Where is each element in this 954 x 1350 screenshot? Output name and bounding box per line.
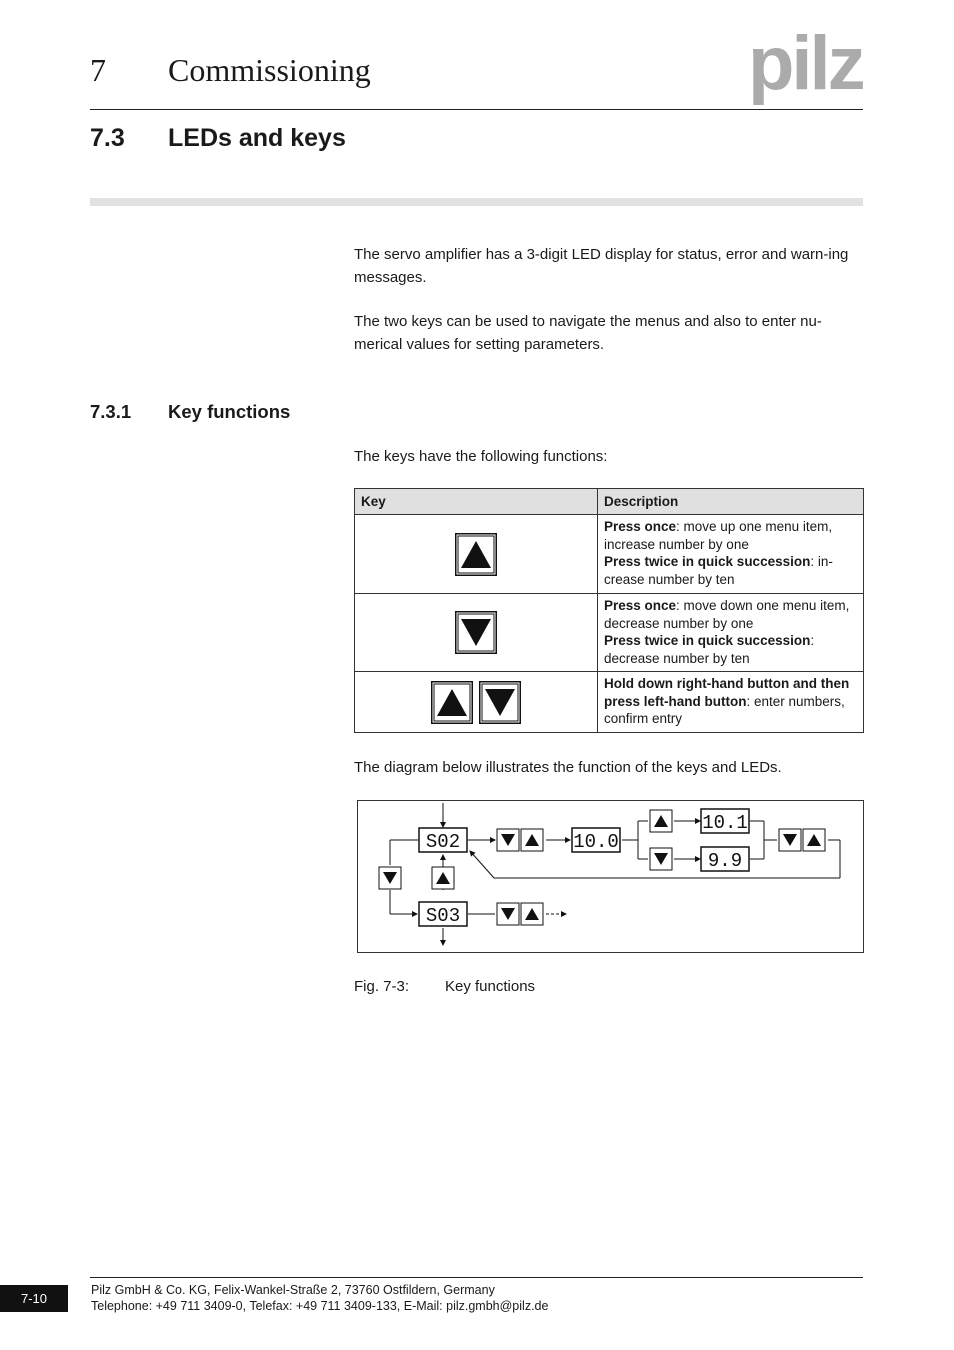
led-text: S03: [425, 905, 461, 927]
desc-text: : move down one menu item, decrease number by one: [604, 598, 850, 631]
chapter-title: Commissioning: [168, 52, 371, 88]
desc-bold: Hold down right-hand button and then press left-hand button: [604, 676, 850, 709]
desc-bold: Press once: [604, 598, 677, 613]
up-arrow-key-icon: [455, 533, 497, 576]
desc-text: : decrease number by ten: [604, 633, 815, 667]
header-rule: [90, 109, 863, 110]
led-display-10-0: [572, 828, 620, 853]
footer-address: Pilz GmbH & Co. KG, Felix-Wankel-Straße 2, 73760 Ostfildern, Germany: [91, 1283, 495, 1297]
desc-text: : move up one menu item, increase number by one: [604, 519, 833, 552]
desc-text: : in-crease number by ten: [604, 554, 833, 588]
figure-caption-text: Key functions: [445, 978, 536, 995]
diagram-intro: The diagram below illustrates the function of the keys and LEDs.: [354, 759, 782, 776]
paragraph-keys: The two keys can be used to navigate the menus and also to enter nu-merical values for setting parameters.: [354, 313, 822, 353]
up-arrow-key-icon: [432, 867, 454, 889]
table-header-key: Key: [355, 489, 598, 515]
flow-diagram: [358, 801, 863, 952]
table-header-row: [355, 489, 864, 515]
table-row: [355, 672, 864, 733]
down-arrow-key-icon: [479, 681, 521, 724]
led-display-s03: [419, 902, 467, 927]
up-arrow-key-icon: [431, 681, 473, 724]
up-and-down-keys-icon: [430, 694, 522, 709]
table-row: [355, 515, 864, 594]
led-display-s02: [419, 828, 467, 853]
key-pair-icon: [497, 903, 543, 925]
keys-intro: The keys have the following functions:: [354, 448, 608, 465]
key-pair-icon: [779, 829, 825, 851]
description-cell: [598, 594, 864, 672]
footer-rule: [90, 1277, 863, 1278]
down-arrow-key-icon: [379, 867, 401, 889]
page-number: 7-10: [0, 1285, 68, 1312]
subsection-title: Key functions: [168, 401, 291, 422]
desc-bold: Press twice in quick succession: [604, 554, 811, 570]
description-cell: [598, 515, 864, 594]
key-cell: [355, 594, 598, 672]
key-functions-diagram: [357, 800, 864, 953]
chapter-number: 7: [90, 52, 106, 88]
paragraph-display: The servo amplifier has a 3-digit LED display for status, error and warn-ing messages.: [354, 246, 849, 286]
down-arrow-key-icon: [650, 848, 672, 870]
key-functions-table: [354, 488, 864, 733]
section-divider: [90, 198, 863, 206]
down-arrow-key-icon: [455, 611, 497, 654]
subsection-number: 7.3.1: [90, 401, 132, 422]
table-header-description: Description: [598, 489, 864, 515]
section-title: LEDs and keys: [168, 124, 346, 152]
desc-text: : enter numbers, confirm entry: [604, 693, 845, 727]
up-arrow-key-icon: [650, 810, 672, 832]
key-cell: [355, 672, 598, 733]
key-pair-icon: [497, 829, 543, 851]
led-text: S02: [425, 831, 461, 853]
footer-contact: Telephone: +49 711 3409-0, Telefax: +49 711 3409-133, E-Mail: pilz.gmbh@pilz.de: [91, 1299, 549, 1313]
key-cell: [355, 515, 598, 594]
figure-caption-number: Fig. 7-3:: [354, 978, 410, 995]
table-row: [355, 594, 864, 672]
led-display-10-1: [701, 809, 749, 834]
led-text: 9.9: [707, 850, 743, 872]
led-text: 10.1: [702, 812, 748, 834]
pilz-logo: pilz: [748, 21, 863, 106]
description-cell: [598, 672, 864, 733]
led-text: 10.0: [573, 831, 619, 853]
desc-bold: Press once: [604, 519, 677, 534]
led-display-9-9: [701, 847, 749, 872]
desc-bold: Press twice in quick succession: [604, 633, 811, 649]
section-number: 7.3: [90, 124, 125, 152]
